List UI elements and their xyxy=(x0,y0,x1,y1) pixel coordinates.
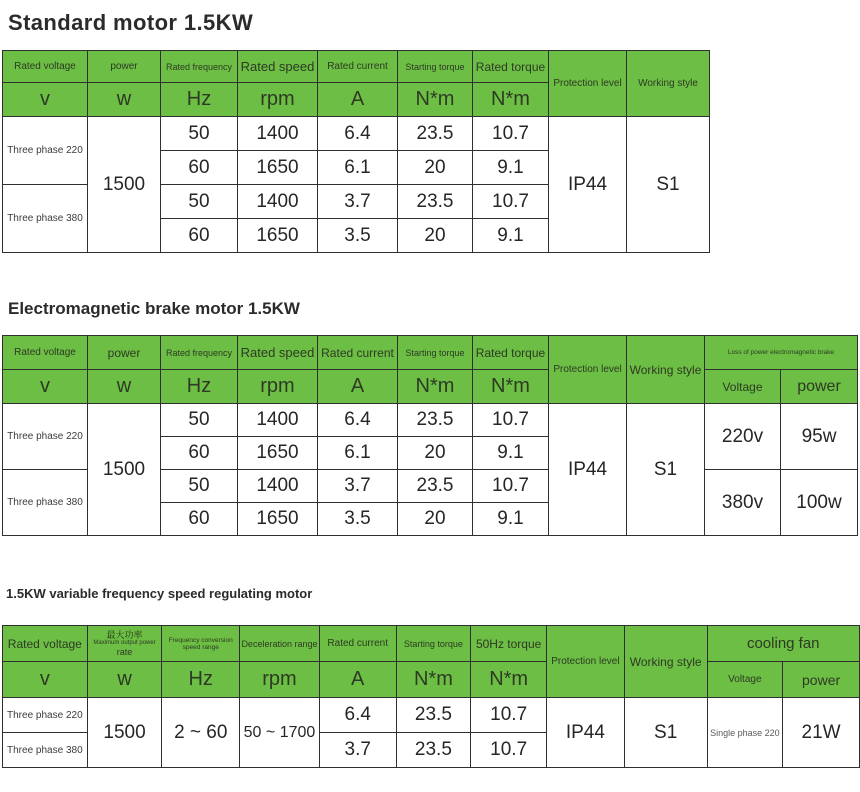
cell-rated-torque: 9.1 xyxy=(473,219,549,253)
header-row xyxy=(3,336,858,370)
cell-brake-voltage-380: 380v xyxy=(705,470,781,536)
unit-current: A xyxy=(319,662,396,698)
spec-sheet-page xyxy=(0,10,860,768)
cell-50hz-torque: 10.7 xyxy=(471,698,547,733)
header-power: power xyxy=(88,51,161,83)
cell-starting-torque: 23.5 xyxy=(396,698,471,733)
unit-voltage: v xyxy=(3,662,88,698)
unit-starting-torque: N*m xyxy=(398,370,473,404)
data-row xyxy=(3,117,710,151)
cell-working: S1 xyxy=(624,698,707,768)
header-brake-loss: Loss of power electromagnetic brake xyxy=(705,336,858,370)
cell-rated-torque: 9.1 xyxy=(473,151,549,185)
cell-protection: IP44 xyxy=(547,698,625,768)
unit-rated-torque: N*m xyxy=(473,83,549,117)
cell-starting-torque: 20 xyxy=(398,437,473,470)
cell-current: 3.7 xyxy=(318,185,398,219)
cell-current: 3.5 xyxy=(318,503,398,536)
header-rated-current: Rated current xyxy=(319,626,396,662)
brake-motor-title: Electromagnetic brake motor 1.5KW xyxy=(8,299,300,318)
cell-working: S1 xyxy=(627,117,710,253)
cell-starting-torque: 23.5 xyxy=(398,117,473,151)
unit-power: w xyxy=(87,662,162,698)
cell-speed: 1650 xyxy=(238,151,318,185)
header-rated-torque: Rated torque xyxy=(473,51,549,83)
cell-starting-torque: 23.5 xyxy=(396,733,471,768)
cell-speed-range: 50 ~ 1700 xyxy=(240,698,320,768)
header-rated-voltage: Rated voltage xyxy=(3,51,88,83)
cell-rated-torque: 10.7 xyxy=(473,117,549,151)
unit-voltage: v xyxy=(3,83,88,117)
cell-speed: 1400 xyxy=(238,185,318,219)
cell-frequency: 50 xyxy=(161,185,238,219)
header-rated-speed: Rated speed xyxy=(238,336,318,370)
standard-motor-title: Standard motor 1.5KW xyxy=(8,10,254,35)
header-rated-frequency: Rated frequency xyxy=(161,336,238,370)
unit-current: A xyxy=(318,83,398,117)
cell-speed: 1650 xyxy=(238,503,318,536)
cell-phase-380: Three phase 380 xyxy=(3,733,88,768)
header-fan-power: power xyxy=(783,662,860,698)
brake-motor-table xyxy=(2,335,858,536)
vfd-motor-title: 1.5KW variable frequency speed regulating motor xyxy=(6,586,313,601)
cell-phase-380: Three phase 380 xyxy=(3,470,88,536)
cell-rated-torque: 9.1 xyxy=(473,437,549,470)
data-row xyxy=(3,404,858,437)
cell-frequency: 60 xyxy=(161,219,238,253)
cell-frequency: 50 xyxy=(161,117,238,151)
cell-current: 3.5 xyxy=(318,219,398,253)
cell-frequency-range: 2 ~ 60 xyxy=(162,698,240,768)
header-starting-torque: Starting torque xyxy=(396,626,471,662)
cell-frequency: 60 xyxy=(161,437,238,470)
header-rated-voltage: Rated voltage xyxy=(3,626,88,662)
cell-brake-voltage-220: 220v xyxy=(705,404,781,470)
cell-current: 3.7 xyxy=(318,470,398,503)
unit-power: w xyxy=(88,83,161,117)
cell-power: 1500 xyxy=(88,117,161,253)
cell-frequency: 60 xyxy=(161,503,238,536)
standard-motor-table xyxy=(2,50,710,253)
cell-starting-torque: 20 xyxy=(398,219,473,253)
cell-power: 1500 xyxy=(87,698,162,768)
cell-rated-torque: 10.7 xyxy=(473,185,549,219)
cell-brake-power-95: 95w xyxy=(781,404,858,470)
cell-phase-220: Three phase 220 xyxy=(3,117,88,185)
header-rated-frequency: Rated frequency xyxy=(161,51,238,83)
header-protection-level: Protection level xyxy=(547,626,625,698)
unit-current: A xyxy=(318,370,398,404)
cell-speed: 1400 xyxy=(238,470,318,503)
vfd-motor-table xyxy=(2,625,860,768)
header-max-output-power xyxy=(87,626,162,662)
unit-frequency: Hz xyxy=(161,83,238,117)
header-fan-voltage: Voltage xyxy=(707,662,783,698)
header-protection-level: Protection level xyxy=(549,51,627,117)
header-brake-voltage: Voltage xyxy=(705,370,781,404)
cell-fan-power: 21W xyxy=(783,698,860,768)
unit-speed: rpm xyxy=(238,83,318,117)
cell-phase-220: Three phase 220 xyxy=(3,698,88,733)
header-frequency-range: Frequency conversion speed range xyxy=(162,626,240,662)
cell-50hz-torque: 10.7 xyxy=(471,733,547,768)
cell-starting-torque: 23.5 xyxy=(398,185,473,219)
cell-power: 1500 xyxy=(88,404,161,536)
cell-fan-voltage: Single phase 220 xyxy=(707,698,783,768)
header-50hz-torque: 50Hz torque xyxy=(471,626,547,662)
header-working-style: Working style xyxy=(627,51,710,117)
cell-frequency: 50 xyxy=(161,470,238,503)
header-starting-torque: Starting torque xyxy=(398,51,473,83)
header-rated-current: Rated current xyxy=(318,51,398,83)
unit-voltage: v xyxy=(3,370,88,404)
cell-brake-power-100: 100w xyxy=(781,470,858,536)
cell-speed: 1650 xyxy=(238,219,318,253)
header-cooling-fan: cooling fan xyxy=(707,626,860,662)
cell-current: 6.4 xyxy=(318,404,398,437)
cell-protection: IP44 xyxy=(549,404,627,536)
header-starting-torque: Starting torque xyxy=(398,336,473,370)
unit-frequency: Hz xyxy=(161,370,238,404)
unit-power: w xyxy=(88,370,161,404)
cell-phase-220: Three phase 220 xyxy=(3,404,88,470)
cell-phase-380: Three phase 380 xyxy=(3,185,88,253)
cell-starting-torque: 23.5 xyxy=(398,404,473,437)
cell-rated-torque: 10.7 xyxy=(473,470,549,503)
cell-speed: 1650 xyxy=(238,437,318,470)
cell-current: 6.1 xyxy=(318,437,398,470)
cell-frequency: 50 xyxy=(161,404,238,437)
header-row xyxy=(3,626,860,662)
unit-50hz-torque: N*m xyxy=(471,662,547,698)
header-max-output-power-rate: rate xyxy=(116,646,133,657)
unit-speed: rpm xyxy=(238,370,318,404)
cell-working: S1 xyxy=(627,404,705,536)
header-protection-level: Protection level xyxy=(549,336,627,404)
cell-current: 6.1 xyxy=(318,151,398,185)
cell-current: 6.4 xyxy=(318,117,398,151)
units-row xyxy=(3,370,858,404)
header-rated-voltage: Rated voltage xyxy=(3,336,88,370)
header-rated-current: Rated current xyxy=(318,336,398,370)
unit-starting-torque: N*m xyxy=(398,83,473,117)
header-max-output-power-zh: 最大功率 xyxy=(106,629,143,640)
cell-protection: IP44 xyxy=(549,117,627,253)
cell-starting-torque: 23.5 xyxy=(398,470,473,503)
cell-speed: 1400 xyxy=(238,117,318,151)
header-brake-power: power xyxy=(781,370,858,404)
cell-current: 3.7 xyxy=(319,733,396,768)
unit-frequency: Hz xyxy=(162,662,240,698)
cell-rated-torque: 9.1 xyxy=(473,503,549,536)
header-rated-torque: Rated torque xyxy=(473,336,549,370)
cell-speed: 1400 xyxy=(238,404,318,437)
header-power: power xyxy=(88,336,161,370)
cell-starting-torque: 20 xyxy=(398,503,473,536)
unit-rated-torque: N*m xyxy=(473,370,549,404)
cell-rated-torque: 10.7 xyxy=(473,404,549,437)
header-working-style: Working style xyxy=(624,626,707,698)
data-row xyxy=(3,698,860,733)
header-deceleration-range: Deceleration range xyxy=(240,626,320,662)
unit-speed: rpm xyxy=(240,662,320,698)
cell-frequency: 60 xyxy=(161,151,238,185)
units-row xyxy=(3,662,860,698)
header-rated-speed: Rated speed xyxy=(238,51,318,83)
header-max-output-power-en: Maximum output power xyxy=(93,639,156,646)
cell-starting-torque: 20 xyxy=(398,151,473,185)
cell-current: 6.4 xyxy=(319,698,396,733)
header-working-style: Working style xyxy=(627,336,705,404)
header-row xyxy=(3,51,710,83)
unit-starting-torque: N*m xyxy=(396,662,471,698)
